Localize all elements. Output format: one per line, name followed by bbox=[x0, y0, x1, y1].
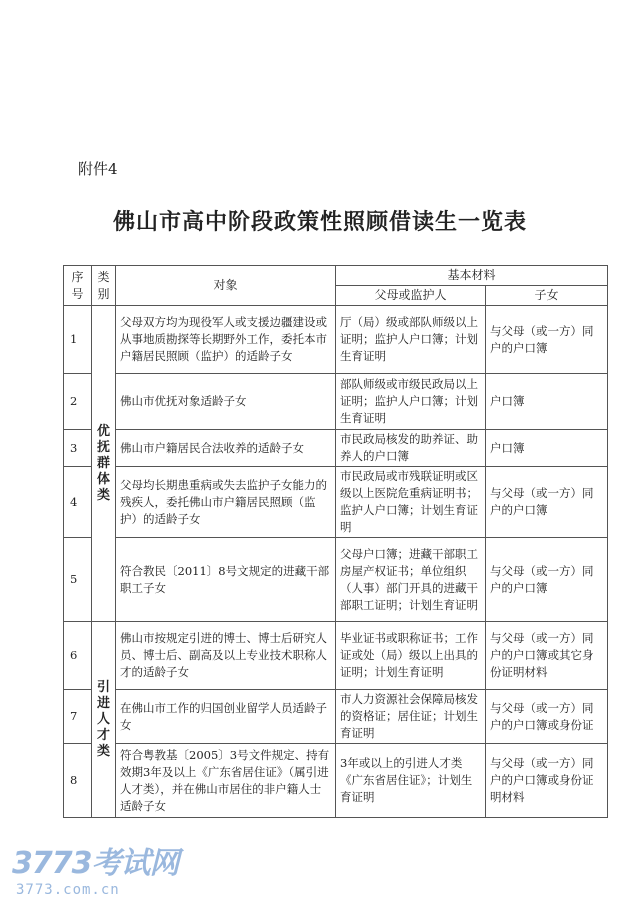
table-row bbox=[64, 467, 608, 538]
table-row bbox=[64, 744, 608, 818]
watermark-logo: 3773考试网 bbox=[12, 846, 179, 881]
row-child: 与父母（或一方）同户的户口簿或身份证 bbox=[486, 690, 608, 744]
row-parents: 部队师级或市级民政局以上证明；监护人户口簿；计划生育证明 bbox=[336, 374, 486, 430]
row-parents: 市民政局核发的助养证、助养人的户口簿 bbox=[336, 430, 486, 467]
row-parents: 市民政局或市残联证明或区级以上医院危重病证明书；监护人户口簿；计划生育证明 bbox=[336, 467, 486, 538]
attachment-label: 附件4 bbox=[78, 160, 118, 178]
policy-table bbox=[63, 265, 608, 818]
row-parents: 毕业证书或职称证书；工作证或处（局）级以上出具的证明；计划生育证明 bbox=[336, 622, 486, 690]
row-object: 父母双方均为现役军人或支援边疆建设或从事地质勘探等长期野外工作，委托本市户籍居民照顾（监护）的适龄子女 bbox=[116, 306, 336, 374]
row-parents: 厅（局）级或部队师级以上证明；监护人户口簿；计划生育证明 bbox=[336, 306, 486, 374]
row-child: 与父母（或一方）同户的户口簿 bbox=[486, 306, 608, 374]
table-row bbox=[64, 306, 608, 374]
row-parents: 父母户口簿；进藏干部职工房屋产权证书；单位组织（人事）部门开具的进藏干部职工证明；计划生育证明 bbox=[336, 538, 486, 622]
header-child: 子女 bbox=[486, 286, 608, 306]
row-no: 5 bbox=[64, 538, 92, 622]
header-category: 类别 bbox=[92, 266, 116, 306]
row-child: 户口簿 bbox=[486, 430, 608, 467]
row-object: 父母均长期患重病或失去监护子女能力的残疾人，委托佛山市户籍居民照顾（监护）的适龄子女 bbox=[116, 467, 336, 538]
row-parents: 市人力资源社会保障局核发的资格证；居住证；计划生育证明 bbox=[336, 690, 486, 744]
row-child: 与父母（或一方）同户的户口簿 bbox=[486, 467, 608, 538]
row-object: 佛山市户籍居民合法收养的适龄子女 bbox=[116, 430, 336, 467]
header-no: 序号 bbox=[64, 266, 92, 306]
header-parents: 父母或监护人 bbox=[336, 286, 486, 306]
category-talent: 引进人才类 bbox=[92, 622, 116, 818]
row-no: 8 bbox=[64, 744, 92, 818]
row-child: 户口簿 bbox=[486, 374, 608, 430]
row-no: 7 bbox=[64, 690, 92, 744]
row-object: 佛山市优抚对象适龄子女 bbox=[116, 374, 336, 430]
header-basic-materials: 基本材料 bbox=[336, 266, 608, 286]
table-row bbox=[64, 538, 608, 622]
table-row bbox=[64, 690, 608, 744]
row-no: 4 bbox=[64, 467, 92, 538]
header-object: 对象 bbox=[116, 266, 336, 306]
watermark-url: 3773.com.cn bbox=[16, 882, 120, 898]
table-row bbox=[64, 430, 608, 467]
page-title: 佛山市高中阶段政策性照顾借读生一览表 bbox=[112, 210, 527, 235]
table-row bbox=[64, 622, 608, 690]
row-no: 6 bbox=[64, 622, 92, 690]
row-object: 符合粤教基〔2005〕3号文件规定、持有效期3年及以上《广东省居住证》（属引进人才类），并在佛山市居住的非户籍人士适龄子女 bbox=[116, 744, 336, 818]
row-object: 佛山市按规定引进的博士、博士后研究人员、博士后、副高及以上专业技术职称人才的适龄子女 bbox=[116, 622, 336, 690]
table-header-row bbox=[64, 266, 608, 286]
site-watermark bbox=[12, 838, 179, 898]
row-child: 与父母（或一方）同户的户口簿 bbox=[486, 538, 608, 622]
category-priority: 优抚群体类 bbox=[92, 306, 116, 622]
row-no: 3 bbox=[64, 430, 92, 467]
table-row bbox=[64, 374, 608, 430]
row-child: 与父母（或一方）同户的户口簿或其它身份证明材料 bbox=[486, 622, 608, 690]
row-child: 与父母（或一方）同户的户口簿或身份证明材料 bbox=[486, 744, 608, 818]
row-parents: 3年或以上的引进人才类《广东省居住证》；计划生育证明 bbox=[336, 744, 486, 818]
row-object: 在佛山市工作的归国创业留学人员适龄子女 bbox=[116, 690, 336, 744]
row-no: 1 bbox=[64, 306, 92, 374]
row-no: 2 bbox=[64, 374, 92, 430]
row-object: 符合教民〔2011〕8号文规定的进藏干部职工子女 bbox=[116, 538, 336, 622]
